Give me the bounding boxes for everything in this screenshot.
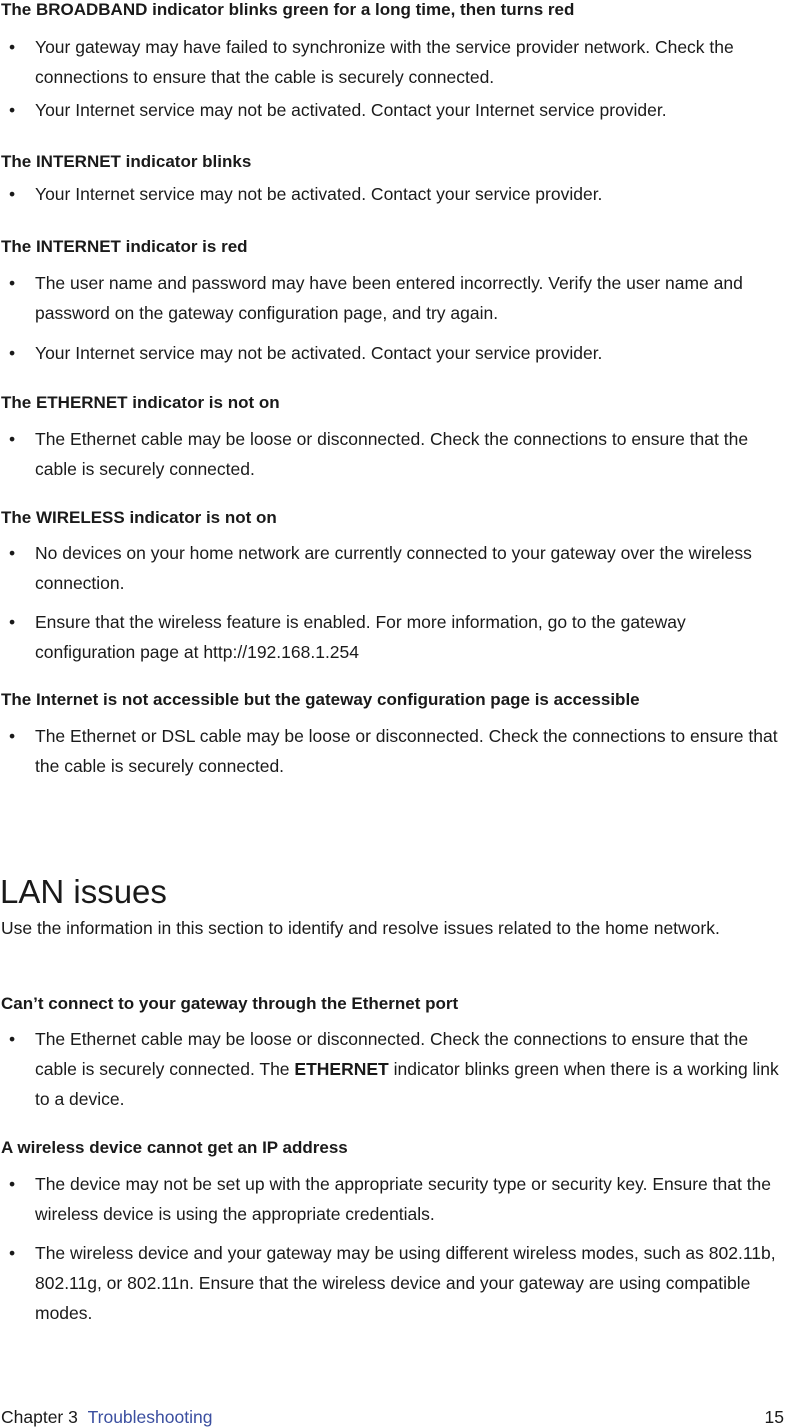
bullet-icon: • [9,273,16,293]
section-heading-internet-not-accessible: The Internet is not accessible but the gateway configuration page is accessible [1,690,640,709]
page-number: 15 [764,1407,784,1427]
list-item-text: Your Internet service may not be activated. Contact your service provider. [35,184,603,204]
list-item [1,607,786,667]
list-item-text: Your Internet service may not be activated. Contact your service provider. [35,343,603,363]
list-item [1,268,786,328]
list-item-text-part: The Ethernet cable may be loose or disconnected. Check the connections to ensure that the cable is securely connected. The [35,1029,749,1079]
list-item-text: No devices on your home network are currently connected to your gateway over the wireless connection. [35,543,752,593]
list-item-text: The wireless device and your gateway may be using different wireless modes, such as 802.11b, 802.11g, or 802.11n. Ensure that the wireless device and your gateway are using compatible modes. [35,1243,776,1323]
bullet-icon: • [9,1174,16,1194]
chapter-title-link[interactable]: Troubleshooting [87,1407,213,1427]
page-footer [1,1406,786,1428]
list-item-text-part: indicator blinks green when there is a working link to a device. [35,1059,779,1109]
chapter-label: Chapter 3 [1,1407,78,1427]
bullet-icon: • [9,1029,16,1049]
list-item-text: The Ethernet or DSL cable may be loose or disconnected. Check the connections to ensure that the cable is securely connected. [35,726,778,776]
list-item [1,1024,786,1114]
section-heading-ethernet-port: Can’t connect to your gateway through the Ethernet port [1,994,459,1013]
section-heading-wireless: The WIRELESS indicator is not on [1,508,277,527]
bullet-icon: • [9,100,16,120]
section-heading-ip-address: A wireless device cannot get an IP address [1,1138,348,1157]
bullet-icon: • [9,612,16,632]
section-heading-ethernet: The ETHERNET indicator is not on [1,393,280,412]
bullet-icon: • [9,184,16,204]
bullet-icon: • [9,37,16,57]
list-item-text [35,1024,786,1114]
section-heading-internet-blinks: The INTERNET indicator blinks [1,152,252,171]
list-item-text: The user name and password may have been entered incorrectly. Verify the user name and password on the gateway configuration page, and try again. [35,273,743,323]
list-item-text: The Ethernet cable may be loose or disconnected. Check the connections to ensure that the cable is securely connected. [35,429,749,479]
list-item [1,1238,786,1328]
section-heading-broadband: The BROADBAND indicator blinks green for a long time, then turns red [1,0,575,19]
list-item [1,32,786,92]
list-item-text: The device may not be set up with the appropriate security type or security key. Ensure that the wireless device is using the appropriate credentials. [35,1174,772,1224]
list-item [1,538,786,598]
section-title-lan-issues: LAN issues [0,873,167,910]
bullet-icon: • [9,1243,16,1263]
list-item-text: Ensure that the wireless feature is enabled. For more information, go to the gateway configuration page at http://192.168.1.254 [35,612,686,662]
list-item [1,338,786,368]
list-item [1,179,786,209]
section-intro: Use the information in this section to identify and resolve issues related to the home network. [1,918,720,938]
chapter-reference [1,1406,212,1428]
list-item [1,721,786,781]
list-item [1,424,786,484]
list-item [1,95,786,125]
list-item [1,1169,786,1229]
list-item-text: Your Internet service may not be activated. Contact your Internet service provider. [35,100,667,120]
bullet-icon: • [9,429,16,449]
ethernet-emphasis: ETHERNET [294,1059,389,1079]
list-item-text: Your gateway may have failed to synchronize with the service provider network. Check the connections to ensure that the cable is securely connected. [35,37,734,87]
bullet-icon: • [9,726,16,746]
bullet-icon: • [9,543,16,563]
section-heading-internet-red: The INTERNET indicator is red [1,237,248,256]
bullet-icon: • [9,343,16,363]
